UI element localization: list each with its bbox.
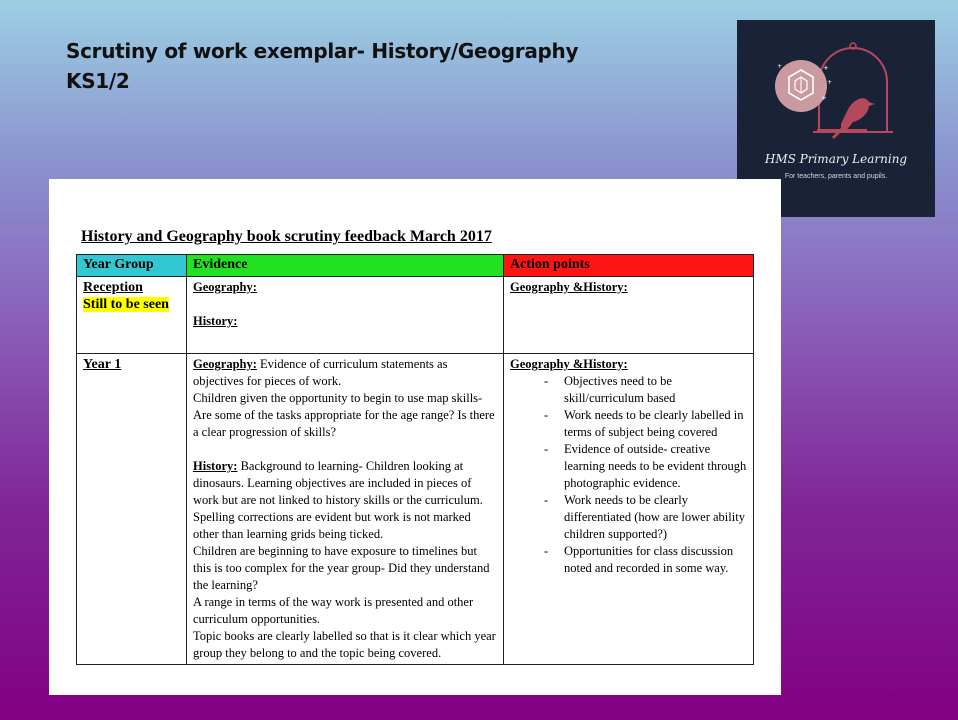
list-item: - Work needs to be clearly differentiated (how are lower ability children supported?) (510, 492, 747, 543)
year1-action-points-list (510, 373, 747, 577)
feedback-table (76, 254, 754, 665)
logo-tagline: For teachers, parents and pupils. (784, 173, 888, 180)
year1-history-text: Background to learning- Children looking at dinosaurs. Learning objectives are included in pieces of work but are not linked to history skills or the curriculum. Spelling corrections are evident but work is not marked other than learning grids being ticked. (193, 459, 483, 541)
reception-year-cell (77, 277, 187, 354)
column-header-year-group: Year Group (77, 255, 187, 277)
year1-geography-paragraph (193, 356, 497, 390)
svg-text:+: + (823, 64, 829, 72)
reception-evidence-cell (187, 277, 504, 354)
svg-text:+: + (827, 79, 833, 86)
year1-geography-text: Evidence of curriculum statements as objectives for pieces of work. (193, 357, 448, 388)
year1-history-paragraph (193, 458, 497, 543)
year1-history-text-3: A range in terms of the way work is presented and other curriculum opportunities. (193, 595, 474, 626)
year1-evidence-cell (187, 354, 504, 665)
reception-action-cell (504, 277, 754, 354)
year1-year-label: Year 1 (83, 357, 122, 372)
document-page (49, 179, 781, 695)
year1-geography-label: Geography: (193, 357, 257, 371)
year1-action-heading: Geography &History: (510, 357, 628, 371)
svg-text:+: + (821, 94, 827, 102)
document-heading: History and Geography book scrutiny feedback March 2017 (81, 228, 492, 245)
reception-history-label: History: (193, 314, 238, 328)
year1-year-cell (77, 354, 187, 665)
reception-status-highlight: Still to be seen (83, 297, 169, 312)
table-header-row (77, 255, 754, 277)
table-row-year-1 (77, 354, 754, 665)
list-item: - Opportunities for class discussion noted and recorded in some way. (510, 543, 747, 577)
logo-name: HMS Primary Learning (764, 152, 908, 166)
table-row-reception (77, 277, 754, 354)
column-header-action-points: Action points (504, 255, 754, 277)
year1-history-text-2: Children are beginning to have exposure to timelines but this is too complex for the year group- Did they understand the learning? (193, 544, 490, 592)
list-item: - Work needs to be clearly labelled in terms of subject being covered (510, 407, 747, 441)
reception-geography-label: Geography: (193, 280, 257, 294)
slide-title (66, 36, 706, 96)
reception-action-heading: Geography &History: (510, 280, 628, 294)
list-item: - Objectives need to be skill/curriculum based (510, 373, 747, 407)
slide-title-line-1: Scrutiny of work exemplar- History/Geography (66, 39, 579, 63)
svg-text:+: + (777, 63, 783, 70)
list-item: - Evidence of outside- creative learning needs to be evident through photographic evidence. (510, 441, 747, 492)
year1-history-label: History: (193, 459, 238, 473)
reception-year-label: Reception (83, 280, 143, 295)
slide-title-line-2: KS1/2 (66, 69, 130, 93)
year1-action-cell (504, 354, 754, 665)
column-header-evidence: Evidence (187, 255, 504, 277)
year1-geography-text-2: Children given the opportunity to begin to use map skills- Are some of the tasks appropriate for the age range? Is there a clear progression of skills? (193, 391, 495, 439)
year1-history-text-4: Topic books are clearly labelled so that is it clear which year group they belong to and the topic being covered. (193, 629, 496, 660)
